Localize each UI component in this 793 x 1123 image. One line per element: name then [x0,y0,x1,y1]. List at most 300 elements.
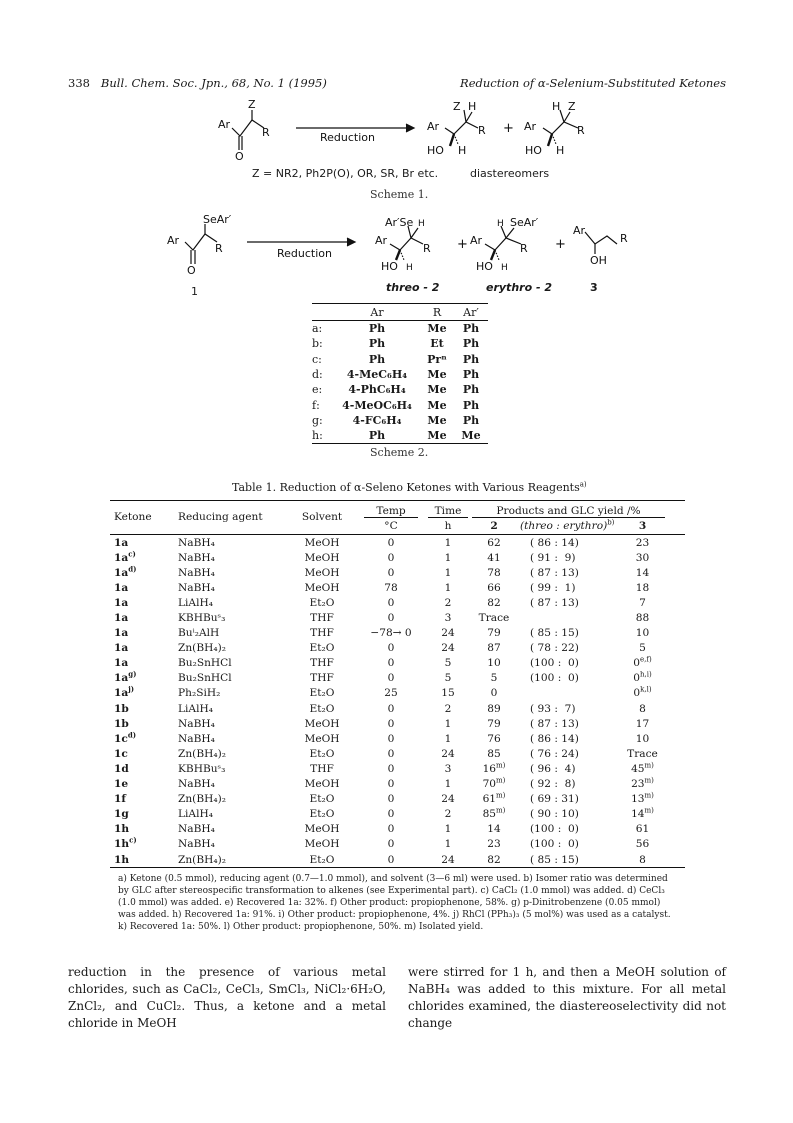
cell-ratio [516,763,620,775]
svg-text:Ar: Ar [167,234,180,247]
cell-yield-2-value: 79 [487,717,501,730]
cell-temp [358,537,424,549]
cell-ratio-value: ( 86 : 14) [530,536,579,549]
table-title-text: Table 1. Reduction of α-Seleno Ketones with Various Reagents [232,481,580,494]
svg-text:H: H [458,144,467,157]
header-yield-2: 2 [490,520,498,532]
compound-id: d: [312,368,323,382]
cell-solvent [286,733,358,745]
cell-time [424,657,472,669]
cell-yield-2 [472,537,516,549]
cell-temp [358,612,424,624]
cell-time-value: 1 [444,717,452,730]
cell-time-value: 2 [444,596,452,609]
cell-temp-value: 0 [387,838,395,851]
cell-solvent-value: THF [310,657,334,670]
cell-ratio [516,642,620,654]
cell-temp [358,763,424,775]
svg-text:H: H [406,263,413,273]
cell-solvent-value: Et₂O [309,747,335,760]
cell-temp-value: 0 [387,657,395,670]
cell-time [424,748,472,760]
table-row [110,852,685,867]
cell-time [424,733,472,745]
compound-ar: Ph [368,322,386,336]
cell-agent-value: LiAlH₄ [178,808,213,821]
cell-ketone [110,627,178,639]
page-number: 338 [68,76,90,90]
header-time: Time [428,505,468,518]
cell-ketone-value: 1c [114,732,128,745]
compound-row [312,367,488,382]
table-header-row-1 [110,501,685,523]
compound-ar: Ph [368,337,386,351]
cell-temp [358,597,424,609]
cell-ketone [110,748,178,760]
cell-temp-value: 0 [387,778,395,791]
cell-ketone-value: 1c [114,747,128,760]
cell-agent-value: Zn(BH₄)₂ [178,793,226,806]
table-row [110,761,685,776]
cell-ratio-value: ( 87 : 13) [530,717,579,730]
cell-solvent-value: THF [310,627,334,640]
cell-yield-3-note: k,l) [640,685,652,694]
cell-ratio-value: ( 86 : 14) [530,732,579,745]
cell-ketone [110,669,178,685]
cell-ketone [110,642,178,654]
cell-solvent-value: Et₂O [309,687,335,700]
compound-row [312,428,488,443]
cell-agent-value: LiAlH₄ [178,702,213,715]
cell-yield-3-value: 14 [631,808,645,821]
table-row [110,777,685,792]
cell-ketone [110,793,178,805]
cell-ketone-value: 1d [114,762,129,775]
svg-text:Reduction: Reduction [320,131,375,144]
cell-ketone [110,808,178,820]
cell-yield-3-value: 0 [633,672,641,685]
compound-ar-prime: Ph [462,413,480,427]
cell-ketone [110,778,178,790]
cell-yield-2 [472,793,516,805]
cell-ketone-value: 1a [114,627,129,640]
cell-yield-2-value: 0 [490,687,498,700]
cell-temp [358,823,424,835]
cell-yield-3 [620,657,665,669]
compound-ar: Ph [368,429,386,443]
table-row [110,716,685,731]
compound-id: e: [312,383,323,397]
table-row [110,731,685,746]
compound-id: b: [312,337,323,351]
cell-ratio-value: ( 87 : 13) [530,596,579,609]
svg-text:H: H [468,100,477,113]
cell-yield-2-value: 10 [487,657,501,670]
cell-ratio-value: ( 93 : 7) [530,702,576,715]
cell-yield-3 [620,612,665,624]
cell-ketone-value: 1a [114,687,129,700]
svg-text:Ar: Ar [524,120,537,133]
cell-yield-3 [620,808,665,820]
cell-ketone-value: 1e [114,778,129,791]
cell-yield-2-note: m) [496,806,506,815]
cell-solvent [286,597,358,609]
svg-text:Reduction: Reduction [277,247,332,260]
cell-solvent [286,657,358,669]
cell-ratio [516,597,620,609]
header-agent: Reducing agent [178,510,263,523]
compound-ar: 4-PhC₆H₄ [348,383,406,397]
cell-solvent-value: MeOH [304,823,340,836]
cell-yield-2 [472,763,516,775]
cell-agent [178,838,286,850]
svg-text:SeAr′: SeAr′ [203,213,232,226]
header-temp: Temp [364,505,418,518]
cell-time [424,672,472,684]
compound-ar-prime: Ph [462,352,480,366]
cell-agent [178,718,286,730]
header-products: Products and GLC yield /% [472,505,665,518]
cell-yield-2-value: 5 [490,672,498,685]
cell-temp-value: 0 [387,672,395,685]
cell-solvent-value: Et₂O [309,702,335,715]
svg-text:Ar: Ar [218,118,231,131]
cell-yield-2-value: 41 [487,551,501,564]
cell-solvent-value: Et₂O [309,793,335,806]
cell-yield-3 [620,763,665,775]
cell-yield-3-value: 10 [635,627,650,640]
cell-ratio-value: ( 76 : 24) [530,747,579,760]
cell-yield-2-value: 87 [487,642,501,655]
cell-ratio-value: (100 : 0) [530,672,579,685]
cell-yield-3-value: Trace [627,747,658,760]
header-ketone: Ketone [114,510,152,523]
cell-solvent-value: MeOH [304,566,340,579]
svg-text:Ar: Ar [470,234,483,247]
cell-solvent [286,763,358,775]
cell-ratio [516,582,620,594]
table-row [110,837,685,852]
cell-agent-value: Zn(BH₄)₂ [178,747,226,760]
cell-solvent-value: MeOH [304,551,340,564]
cell-ketone [110,657,178,669]
cell-agent-value: Zn(BH₄)₂ [178,853,226,866]
cell-ratio [516,672,620,684]
cell-solvent [286,823,358,835]
cell-yield-2 [472,657,516,669]
svg-text:Z: Z [248,98,256,111]
cell-agent-value: KBHBuˢ₃ [178,612,226,625]
header-ratio [516,520,620,532]
cell-temp-value: 0 [387,732,395,745]
cell-ratio [516,748,620,760]
table-row [110,701,685,716]
cell-agent [178,778,286,790]
cell-ketone-value: 1a [114,672,129,685]
cell-time [424,552,472,564]
cell-agent-value: NaBH₄ [178,551,215,564]
cell-yield-2-note: m) [496,776,506,785]
compound-id: c: [312,352,322,366]
cell-ratio-value: ( 69 : 31) [530,793,579,806]
cell-solvent [286,687,358,699]
svg-text:R: R [620,232,628,245]
svg-text:Ar′Se: Ar′Se [385,216,414,229]
compound-id: g: [312,413,323,427]
cell-yield-3 [620,537,665,549]
cell-solvent [286,642,358,654]
cell-time [424,627,472,639]
cell-yield-2-value: 85 [487,747,501,760]
scheme-2-label-threo: threo - 2 [386,281,440,294]
cell-yield-2 [472,823,516,835]
cell-ratio-value: ( 78 : 22) [530,642,579,655]
cell-time-value: 1 [444,551,452,564]
cell-yield-3-value: 8 [639,853,646,866]
cell-solvent-value: MeOH [304,717,340,730]
cell-agent [178,642,286,654]
cell-solvent [286,778,358,790]
cell-ketone-value: 1a [114,596,129,609]
cell-yield-3-note: e,f) [640,655,652,664]
cell-time [424,854,472,866]
cell-ratio-value: ( 91 : 9) [530,551,576,564]
cell-solvent [286,612,358,624]
svg-text:SeAr′: SeAr′ [510,216,539,229]
cell-yield-3-note: m) [644,776,654,785]
cell-yield-3 [620,672,665,684]
cell-yield-3 [620,778,665,790]
cell-yield-3-note: h,i) [640,670,652,679]
table-row [110,641,685,656]
cell-ratio [516,838,620,850]
cell-temp-value: 0 [387,551,395,564]
cell-temp [358,552,424,564]
svg-text:O: O [235,150,244,163]
compound-ar: 4-MeC₆H₄ [346,368,408,382]
cell-solvent [286,793,358,805]
cell-temp-value: 0 [387,808,395,821]
cell-temp [358,748,424,760]
cell-time-value: 1 [444,581,452,594]
scheme-2-label-erythro: erythro - 2 [486,281,553,294]
table-row [110,595,685,610]
cell-yield-2-value: 16 [482,762,497,775]
compound-row [312,321,488,336]
cell-temp-value: 25 [384,687,398,700]
running-title: Reduction of α-Selenium-Substituted Ketones [460,76,726,90]
cell-yield-3 [620,642,665,654]
compound-row [312,352,488,367]
cell-ratio [516,808,620,820]
cell-yield-2-value: 82 [487,853,501,866]
cell-yield-3-value: 61 [635,823,650,836]
cell-ratio-value: (100 : 0) [530,657,579,670]
cell-agent [178,808,286,820]
cell-agent [178,657,286,669]
cell-temp [358,703,424,715]
cell-agent [178,687,286,699]
cell-yield-2 [472,582,516,594]
cell-ketone [110,730,178,745]
cell-yield-3-value: 45 [631,762,645,775]
cell-ketone-value: 1h [114,823,130,836]
cell-yield-3 [620,552,665,564]
compound-ar-prime: Ph [462,337,480,351]
compound-r: Me [427,413,447,427]
cell-yield-2 [472,567,516,579]
cell-solvent [286,537,358,549]
cell-time-value: 5 [444,657,452,670]
svg-text:HO: HO [525,144,542,157]
cell-agent [178,793,286,805]
cell-agent [178,748,286,760]
cell-yield-2-value: Trace [478,612,510,625]
table-row [110,610,685,625]
cell-solvent [286,582,358,594]
cell-ketone-value: 1a [114,566,129,579]
compound-r: Me [427,398,447,412]
scheme-1-products-label: diastereomers [470,167,550,180]
cell-yield-3-note: m) [644,806,654,815]
cell-ratio [516,567,620,579]
cell-yield-2 [472,703,516,715]
cell-time [424,612,472,624]
cell-solvent-value: THF [310,612,334,625]
cell-temp [358,854,424,866]
cell-ratio [516,718,620,730]
cell-solvent-value: Et₂O [309,642,335,655]
svg-text:HO: HO [427,144,444,157]
table-row [110,686,685,701]
compound-ar-prime: Ph [462,398,480,412]
cell-yield-3 [620,854,665,866]
cell-ratio [516,793,620,805]
cell-temp-value: 0 [387,853,395,866]
cell-temp-value: 0 [387,747,395,760]
cell-yield-3 [620,748,665,760]
cell-time [424,582,472,594]
cell-yield-3-value: 23 [631,778,645,791]
compound-ar: 4-FC₆H₄ [352,413,402,427]
cell-temp [358,657,424,669]
cell-temp-value: 0 [387,596,395,609]
cell-ketone-note: d) [127,730,137,740]
cell-yield-2-value: 70 [482,778,497,791]
cell-agent-value: Zn(BH₄)₂ [178,642,226,655]
cell-agent [178,763,286,775]
cell-agent [178,552,286,564]
cell-agent-value: Bu₂SnHCl [178,672,232,685]
svg-text:R: R [423,242,431,255]
cell-solvent [286,627,358,639]
col-ar-prime: Ar′ [463,305,479,319]
header-ratio-note: b) [607,518,615,527]
compound-row [312,336,488,351]
running-header [68,76,726,90]
compound-ar-prime: Ph [462,368,480,382]
cell-yield-2-value: 76 [487,732,501,745]
cell-solvent [286,567,358,579]
cell-yield-3 [620,582,665,594]
cell-yield-2-value: 62 [487,536,501,549]
cell-yield-3-value: 17 [635,717,650,730]
svg-text:Ar: Ar [375,234,388,247]
cell-time [424,703,472,715]
cell-temp-value: 0 [387,566,395,579]
cell-yield-3 [620,718,665,730]
cell-agent-value: LiAlH₄ [178,596,213,609]
cell-yield-2 [472,718,516,730]
cell-agent [178,854,286,866]
compound-row [312,382,488,397]
cell-solvent [286,718,358,730]
cell-time-value: 2 [444,808,452,821]
cell-temp-value: 0 [387,702,395,715]
scheme-2-label-1: 1 [191,285,198,298]
compound-r: Me [427,383,447,397]
cell-temp [358,793,424,805]
scheme-1-definition: Z = NR2, Ph2P(O), OR, SR, Br etc. [252,167,439,180]
compound-table [312,303,488,444]
cell-agent-value: KBHBuˢ₃ [178,762,226,775]
cell-agent-value: NaBH₄ [178,536,215,549]
cell-ketone [110,564,178,579]
table-row [110,565,685,580]
cell-temp-value: 78 [384,581,398,594]
cell-agent [178,672,286,684]
compound-table-header [312,303,488,321]
cell-time [424,823,472,835]
table-title-note: a) [579,480,587,489]
cell-agent-value: NaBH₄ [178,732,215,745]
cell-agent [178,612,286,624]
cell-yield-3-note: m) [644,761,654,770]
scheme-2-label-3: 3 [590,281,598,294]
cell-yield-2-note: m) [496,761,506,770]
cell-yield-3 [620,823,665,835]
cell-time-value: 1 [444,823,452,836]
cell-ratio [516,657,620,669]
cell-agent-value: NaBH₄ [178,838,215,851]
header-temp-unit: °C [384,520,398,532]
cell-ketone-value: 1a [114,612,129,625]
cell-solvent [286,552,358,564]
cell-ratio [516,537,620,549]
svg-text:H: H [501,263,508,273]
compound-ar-prime: Ph [462,322,480,336]
cell-yield-2-value: 85 [482,808,497,821]
cell-time [424,718,472,730]
cell-agent-value: NaBH₄ [178,778,215,791]
cell-yield-2 [472,733,516,745]
cell-temp [358,838,424,850]
cell-yield-2-value: 82 [487,596,501,609]
cell-solvent-value: THF [310,762,334,775]
cell-temp [358,627,424,639]
cell-solvent-value: MeOH [304,732,340,745]
svg-text:HO: HO [381,260,398,273]
cell-time [424,537,472,549]
journal-citation: Bull. Chem. Soc. Jpn., 68, No. 1 (1995) [100,76,327,90]
cell-ratio-value: (100 : 0) [530,838,579,851]
cell-ratio [516,854,620,866]
scheme-2-caption: Scheme 2. [370,446,429,459]
cell-agent-value: NaBH₄ [178,566,215,579]
compound-ar: Ph [368,352,386,366]
compound-row [312,397,488,412]
cell-solvent [286,748,358,760]
